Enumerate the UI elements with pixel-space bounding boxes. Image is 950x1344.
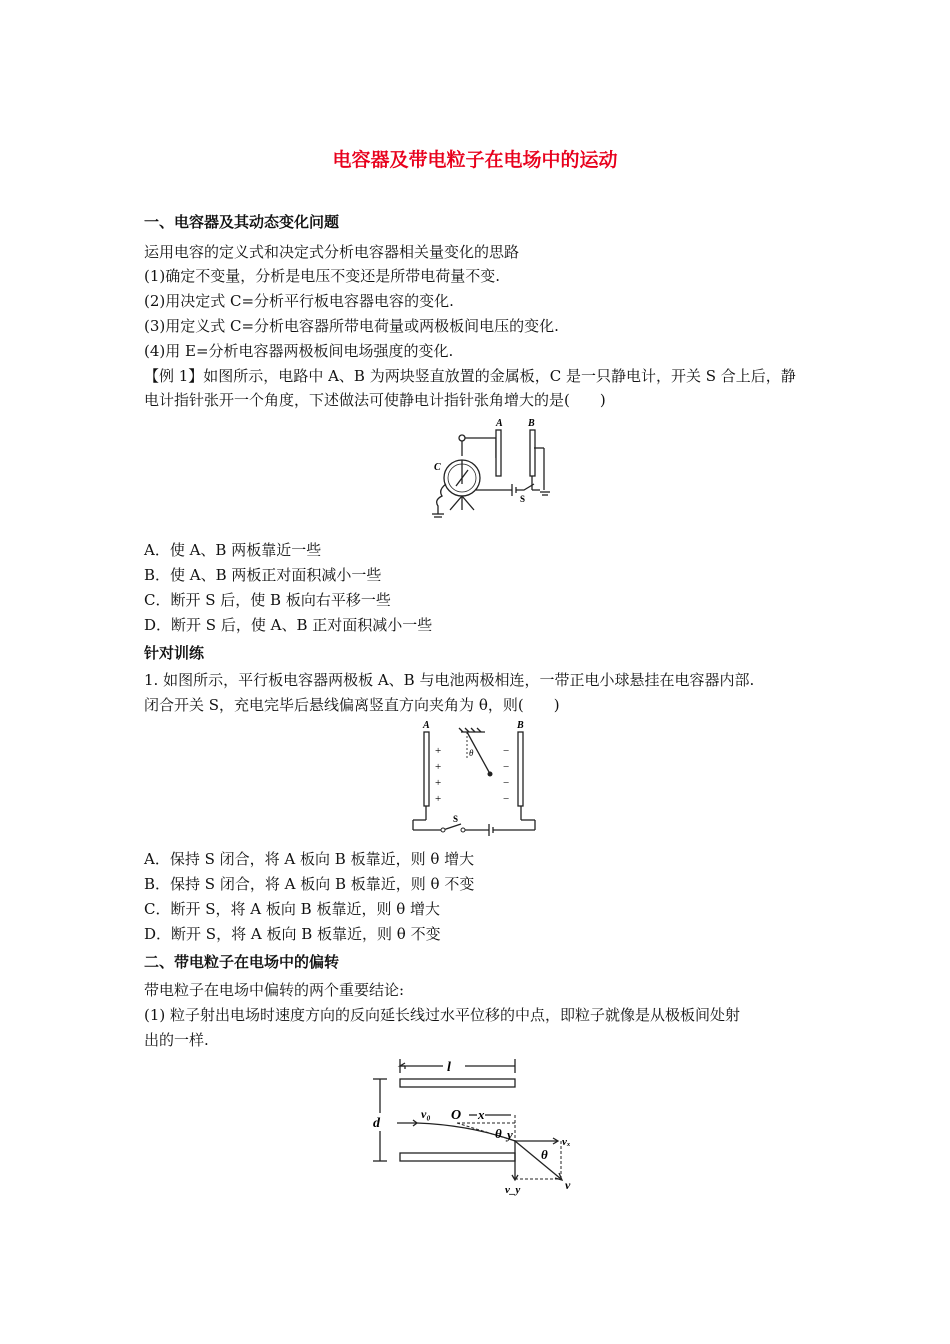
svg-text:+: + bbox=[435, 761, 442, 773]
example1-option-c: C．断开 S 后，使 B 板向右平移一些 bbox=[144, 591, 391, 609]
training-heading: 针对训练 bbox=[144, 644, 205, 662]
svg-text:−: − bbox=[503, 745, 510, 757]
section2-intro: 带电粒子在电场中偏转的两个重要结论: bbox=[144, 981, 405, 999]
section2-heading: 二、带电粒子在电场中的偏转 bbox=[144, 953, 340, 971]
plate-b-label: B bbox=[517, 720, 524, 731]
vx-label: vₓ bbox=[562, 1136, 571, 1148]
section1-intro: 运用电容的定义式和决定式分析电容器相关量变化的思路 bbox=[144, 243, 520, 261]
step-1: (1)确定不变量，分析是电压不变还是所带电荷量不变. bbox=[144, 267, 501, 285]
theta-label-2: θ bbox=[541, 1147, 548, 1162]
negative-charges bbox=[503, 745, 509, 805]
q1-option-d: D．断开 S，将 A 板向 B 板靠近，则 θ 不变 bbox=[144, 925, 441, 943]
section1-heading: 一、电容器及其动态变化问题 bbox=[144, 213, 340, 231]
example1-line1: 【例 1】如图所示，电路中 A、B 为两块竖直放置的金属板，C 是一只静电计，开关 S 合上后，静 bbox=[144, 367, 796, 385]
distance-d-label: d bbox=[373, 1116, 380, 1131]
electrometer-c-label: C bbox=[434, 462, 441, 473]
plate-a-label: A bbox=[496, 418, 503, 429]
svg-text:+: + bbox=[435, 793, 442, 805]
conclusion1-line1: (1) 粒子射出电场时速度方向的反向延长线过水平位移的中点，即粒子就像是从极板间处射 bbox=[144, 1006, 741, 1024]
deflection-figure bbox=[365, 1055, 590, 1200]
q1-option-b: B．保持 S 闭合，将 A 板向 B 板靠近，则 θ 不变 bbox=[144, 875, 475, 893]
example1-option-b: B．使 A、B 两板正对面积减小一些 bbox=[144, 566, 382, 584]
x-label: x bbox=[478, 1107, 485, 1122]
charged-ball-capacitor-figure bbox=[405, 720, 545, 836]
switch-s-label: S bbox=[453, 814, 459, 824]
v-label: v bbox=[565, 1178, 571, 1192]
step-3: (3)用定义式 C=分析电容器所带电荷量或两极板间电压的变化. bbox=[144, 317, 559, 335]
svg-text:−: − bbox=[503, 761, 510, 773]
switch-s-label: S bbox=[520, 494, 526, 504]
q1-option-c: C．断开 S，将 A 板向 B 板靠近，则 θ 增大 bbox=[144, 900, 441, 918]
theta-label-1: θ bbox=[495, 1126, 502, 1141]
vy-label: v_y bbox=[505, 1184, 521, 1196]
q1-option-a: A．保持 S 闭合，将 A 板向 B 板靠近，则 θ 增大 bbox=[144, 850, 475, 868]
example1-option-a: A．使 A、B 两板靠近一些 bbox=[144, 541, 322, 559]
svg-text:+: + bbox=[435, 745, 442, 757]
plate-a-label: A bbox=[423, 720, 430, 731]
plate-b-label: B bbox=[528, 418, 535, 429]
svg-text:−: − bbox=[503, 777, 510, 789]
page-title: 电容器及带电粒子在电场中的运动 bbox=[332, 149, 618, 171]
q1-line2: 闭合开关 S，充电完毕后悬线偏离竖直方向夹角为 θ，则( ) bbox=[144, 696, 560, 714]
q1-line1: 1. 如图所示，平行板电容器两极板 A、B 与电池两极相连，一带正电小球悬挂在电容器内部. bbox=[144, 671, 755, 689]
conclusion1-line2: 出的一样. bbox=[144, 1031, 209, 1049]
svg-text:+: + bbox=[435, 777, 442, 789]
origin-o-label: O bbox=[451, 1108, 462, 1123]
y-label: y bbox=[507, 1127, 513, 1142]
example1-line2: 电计指针张开一个角度，下述做法可使静电计指针张角增大的是( ) bbox=[144, 391, 606, 409]
length-l-label: l bbox=[447, 1060, 451, 1075]
step-2: (2)用决定式 C=分析平行板电容器电容的变化. bbox=[144, 292, 454, 310]
step-4: (4)用 E=分析电容器两极板间电场强度的变化. bbox=[144, 342, 454, 360]
svg-text:−: − bbox=[503, 793, 510, 805]
electrometer-circuit-figure bbox=[420, 418, 560, 526]
v0-label: v₀ bbox=[421, 1107, 431, 1121]
example1-option-d: D．断开 S 后，使 A、B 正对面积减小一些 bbox=[144, 616, 433, 634]
theta-label: θ bbox=[469, 748, 474, 758]
positive-charges bbox=[435, 745, 441, 805]
